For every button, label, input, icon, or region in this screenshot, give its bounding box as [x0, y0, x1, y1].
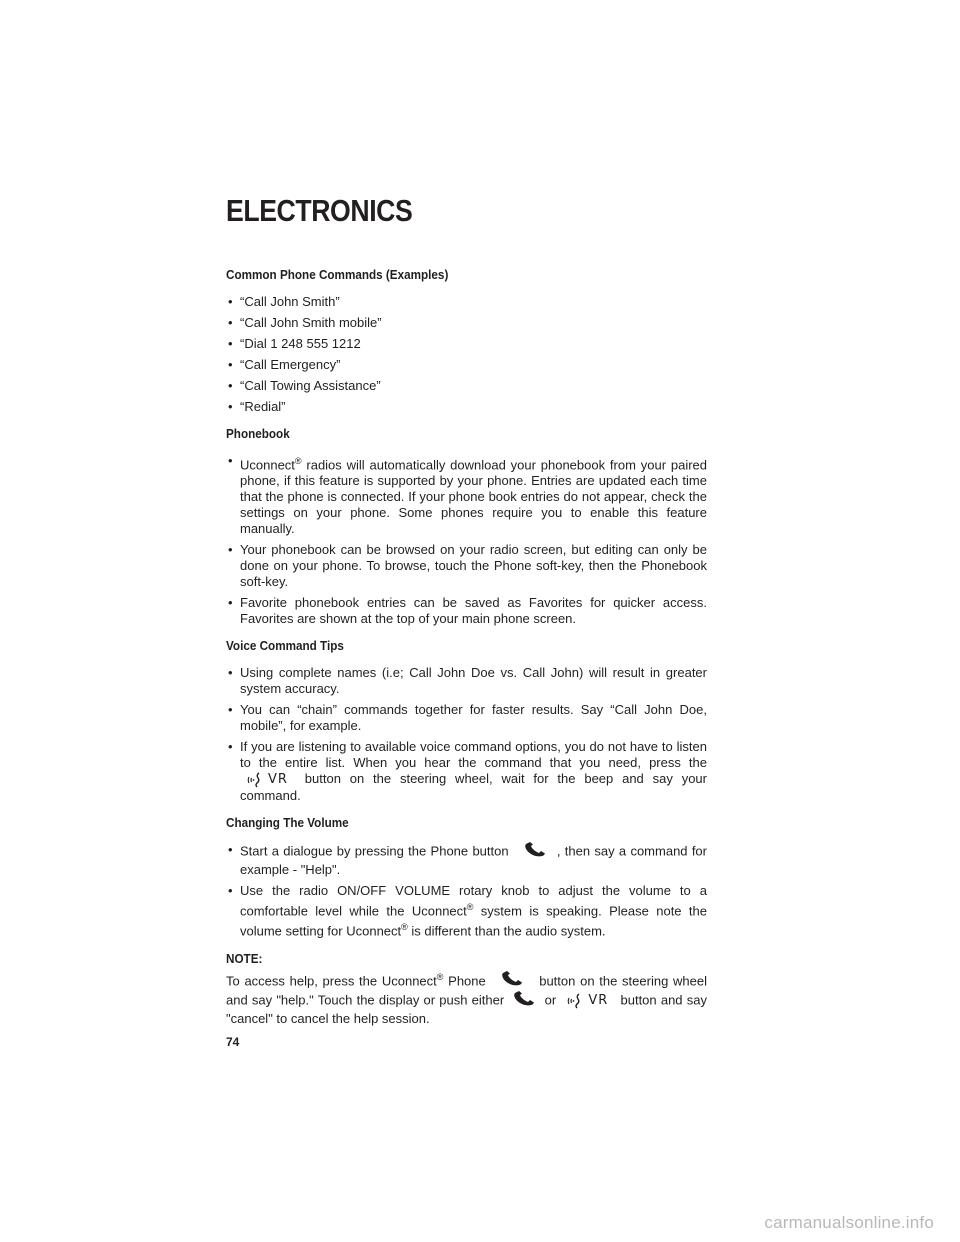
- phonebook-heading: Phonebook: [226, 426, 290, 441]
- list-item: • If you are listening to available voice command options, you do not have to listen to the entire list. When you hear the command that you need, press the VR button on the steering wheel, wait for the beep and say your command.: [228, 739, 707, 803]
- list-item: • Favorite phonebook entries can be saved as Favorites for quicker access. Favorites are shown at the top of your main phone screen.: [228, 595, 707, 627]
- note-text: To access help, press the Uconnect® Phone button on the steering wheel and say "help." Touch the display or push either or VR button and say "cancel" to cancel the help session.: [226, 971, 707, 1027]
- list-item: • Your phonebook can be browsed on your radio screen, but editing can only be done on your phone. To browse, touch the Phone soft-key, then the Phonebook soft-key.: [228, 542, 707, 590]
- list-item: • Using complete names (i.e; Call John Doe vs. Call John) will result in greater system accuracy.: [228, 665, 707, 697]
- watermark: carmanualsonline.info: [764, 1213, 934, 1232]
- commands-heading: Common Phone Commands (Examples): [226, 267, 449, 282]
- voice-recognition-icon: VR: [566, 993, 608, 1009]
- list-item: • Uconnect® radios will automatically download your phonebook from your paired phone, if this feature is supported by your phone. Entries are updated each time that the phone is connected. If your phone book entries do not appear, check the settings on your phone. Some phones require you to enable this feature manually.: [228, 453, 707, 537]
- phone-handset-icon: [512, 991, 536, 1011]
- voice-tips-heading: Voice Command Tips: [226, 638, 344, 654]
- list-item: • “Call Emergency”: [228, 357, 341, 372]
- list-item: • Use the radio ON/OFF VOLUME rotary knob to adjust the volume to a comfortable level while the Uconnect® system is speaking. Please note the volume setting for Uconnect® is different than the audio system.: [228, 882, 707, 939]
- list-item: • “Call John Smith”: [228, 294, 340, 309]
- section-title: ELECTRONICS: [226, 193, 413, 228]
- page-content: [226, 267, 707, 1027]
- note-label: NOTE:: [226, 950, 263, 966]
- page-number: 74: [226, 1035, 240, 1049]
- volume-heading: Changing The Volume: [226, 814, 349, 830]
- list-item: • “Redial”: [228, 399, 286, 414]
- list-item: • “Dial 1 248 555 1212: [228, 336, 361, 351]
- voice-recognition-icon: VR: [246, 772, 288, 788]
- list-item: • Start a dialogue by pressing the Phone button , then say a command for example - "Help".: [228, 841, 707, 877]
- phone-handset-icon: [523, 842, 547, 862]
- list-item: • You can “chain” commands together for faster results. Say “Call John Doe, mobile”, for example.: [228, 702, 707, 734]
- phone-handset-icon: [500, 971, 524, 991]
- list-item: • “Call John Smith mobile”: [228, 315, 382, 330]
- list-item: • “Call Towing Assistance”: [228, 378, 381, 393]
